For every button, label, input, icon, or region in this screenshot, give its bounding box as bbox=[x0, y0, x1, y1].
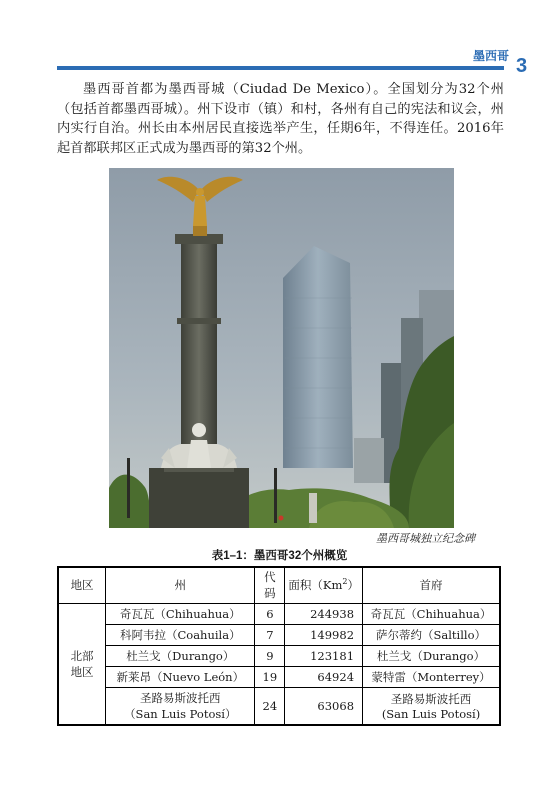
table-row bbox=[58, 624, 500, 645]
header-area-sup: 2 bbox=[342, 577, 348, 587]
header-code bbox=[255, 567, 285, 603]
state-cell: 奇瓦瓦（Chihuahua） bbox=[106, 603, 255, 624]
state-cell: 科阿韦拉（Coahuila） bbox=[106, 624, 255, 645]
capital-cell: 奇瓦瓦（Chihuahua） bbox=[363, 603, 500, 624]
header-code-line1: 代 bbox=[264, 570, 276, 585]
region-label-line1: 北部 bbox=[70, 648, 94, 663]
states-table bbox=[57, 566, 501, 726]
table-title: 表1–1：墨西哥32个州概览 bbox=[211, 550, 348, 562]
page-number: 3 bbox=[516, 55, 528, 77]
table-row bbox=[58, 687, 500, 725]
photo-caption: 墨西哥城独立纪念碑 bbox=[376, 532, 475, 545]
state-cell: 杜兰戈（Durango） bbox=[106, 645, 255, 666]
area-cell: 63068 bbox=[285, 687, 363, 725]
header-area-prefix: 面积（Km bbox=[288, 578, 343, 593]
table-row bbox=[58, 645, 500, 666]
state-cell: 新莱昂（Nuevo León） bbox=[106, 666, 255, 687]
header-area bbox=[285, 567, 363, 603]
area-cell: 244938 bbox=[285, 603, 363, 624]
header-capital: 首府 bbox=[363, 567, 500, 603]
capital-line2: (San Luis Potosí) bbox=[381, 706, 481, 721]
area-cell: 149982 bbox=[285, 624, 363, 645]
capital-line1: 圣路易斯波托西 bbox=[390, 691, 472, 706]
table-row bbox=[58, 666, 500, 687]
table-header-row bbox=[58, 567, 500, 603]
header-code-line2: 码 bbox=[264, 586, 276, 601]
state-cell bbox=[106, 687, 255, 725]
area-cell: 64924 bbox=[285, 666, 363, 687]
header-rule bbox=[57, 66, 504, 70]
header-area-suffix: ） bbox=[347, 578, 359, 593]
capital-cell: 蒙特雷（Monterrey） bbox=[363, 666, 500, 687]
region-label-line2: 地区 bbox=[70, 664, 94, 679]
state-line2: （San Luis Potosí） bbox=[124, 706, 237, 721]
code-cell: 9 bbox=[255, 645, 285, 666]
body-paragraph: 墨西哥首都为墨西哥城（Ciudad De Mexico）。全国划分为32个州（包括首都墨西哥城）。州下设市（镇）和村，各州有自己的宪法和议会，州内实行自治。州长由本州居民直接选举产生，任期6年，不得连任。2016年起首都联邦区正式成为墨西哥的第32个州。 bbox=[57, 82, 504, 156]
code-cell: 19 bbox=[255, 666, 285, 687]
table-row bbox=[58, 603, 500, 624]
independence-monument-photo bbox=[109, 168, 454, 528]
capital-cell: 萨尔蒂约（Saltillo） bbox=[363, 624, 500, 645]
area-cell: 123181 bbox=[285, 645, 363, 666]
header-state: 州 bbox=[106, 567, 255, 603]
code-cell: 24 bbox=[255, 687, 285, 725]
state-line1: 圣路易斯波托西 bbox=[140, 690, 221, 705]
code-cell: 6 bbox=[255, 603, 285, 624]
section-title: 墨西哥 bbox=[472, 49, 509, 63]
capital-cell: 杜兰戈（Durango） bbox=[363, 645, 500, 666]
capital-cell bbox=[363, 687, 500, 725]
code-cell: 7 bbox=[255, 624, 285, 645]
region-cell bbox=[58, 603, 106, 725]
header-region: 地区 bbox=[58, 567, 106, 603]
